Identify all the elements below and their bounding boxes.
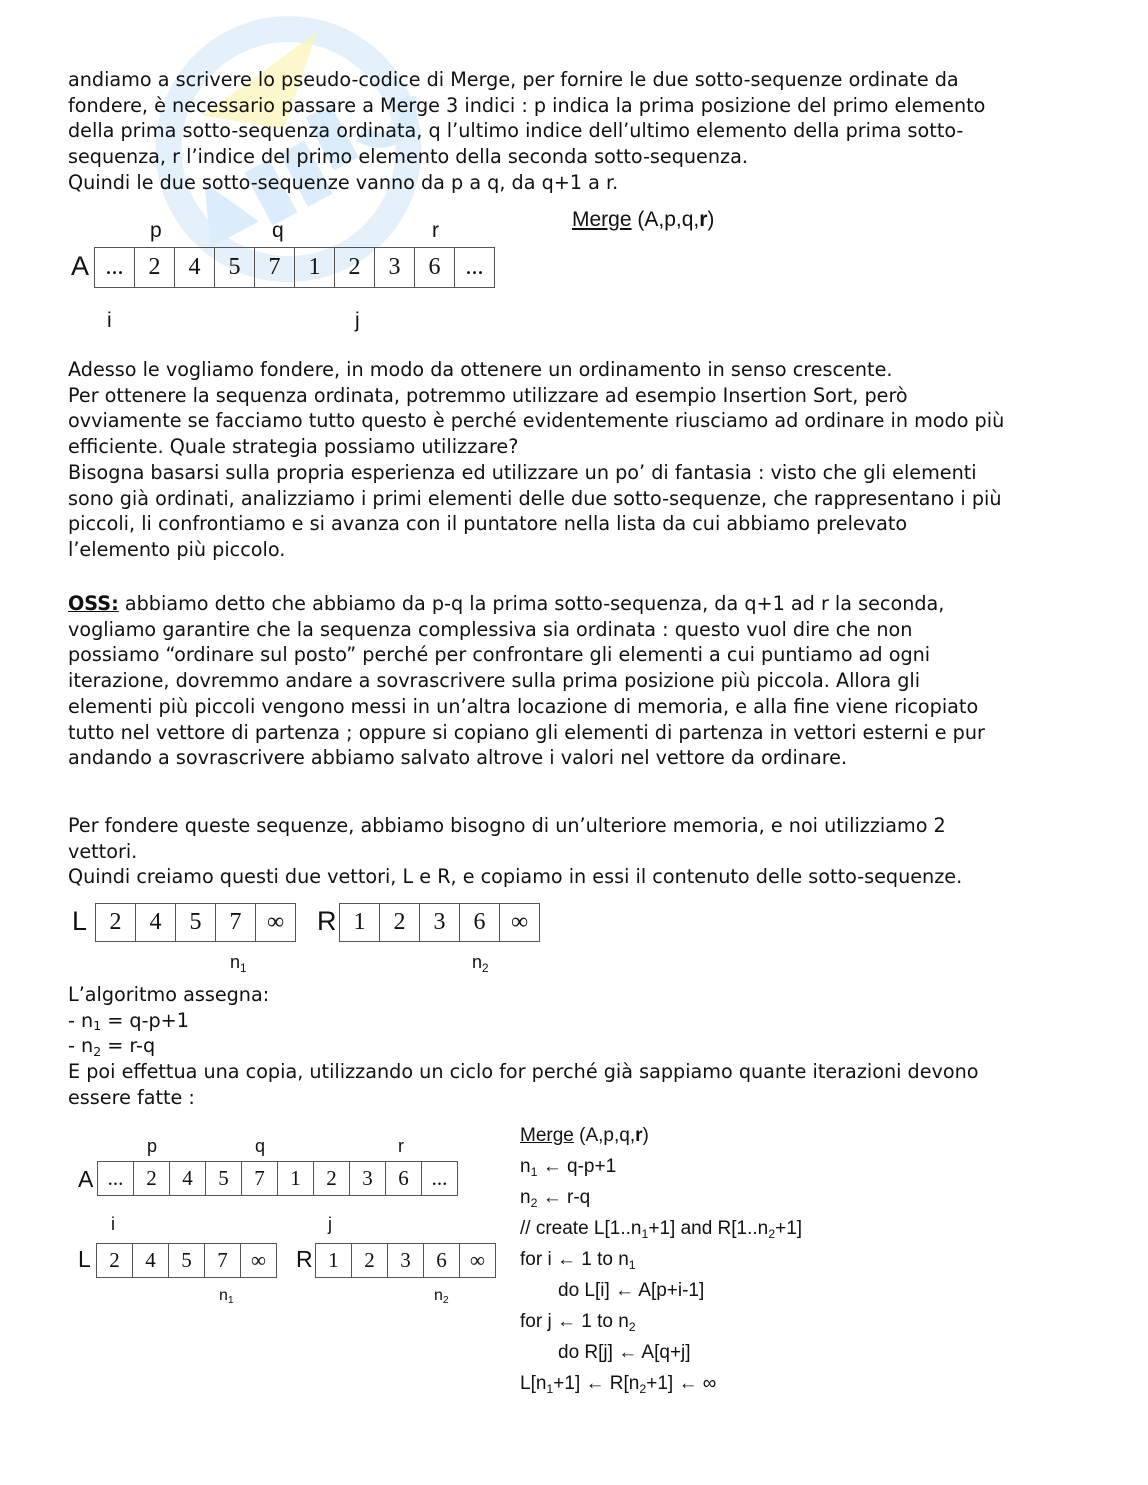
merge-args: (A,p,q, [631, 208, 700, 231]
text-line: piccoli, li confrontiamo e si avanza con il puntatore nella lista da cui abbiamo prelevato [68, 512, 908, 536]
text-line: elementi più piccoli vengono messi in un’altra locazione di memoria, e alla fine viene ricopiato [68, 694, 979, 718]
index-r-label: r [432, 219, 439, 242]
vector-cell: 6 [423, 1243, 460, 1278]
merge-signature [572, 208, 714, 232]
array-a-name: A [78, 1166, 94, 1192]
text-line: tutto nel vettore di partenza ; oppure si copiano gli elementi di partenza in vettori esterni e pur [68, 720, 985, 744]
merge-title: Merge [572, 208, 632, 231]
text-line: iterazione, dovremmo andare a sovrascrivere sulla prima posizione più piccola. Allora gli [68, 669, 921, 693]
n1-label: $n_1$ [230, 952, 247, 975]
array-cell: 7 [254, 247, 295, 288]
vector-cell: 2 [96, 1243, 133, 1278]
array-cell: ... [421, 1161, 458, 1196]
code-line-6: for j ← 1 to $n_2$ [520, 1311, 636, 1334]
n2-label: $n_2$ [434, 1287, 449, 1307]
text-line [68, 591, 1088, 617]
oss-paragraph [68, 591, 1088, 771]
array-cell: 2 [133, 1161, 170, 1196]
vector-cell: 1 [339, 903, 380, 942]
array-cell: ... [454, 247, 495, 288]
n2-label: $n_2$ [472, 952, 489, 975]
vector-cell: 6 [459, 903, 500, 942]
vector-cell: 7 [215, 903, 256, 942]
oss-first-text: abbiamo detto che abbiamo da p-q la prima sotto-sequenza, da q+1 ad r la seconda, [118, 592, 945, 615]
array-a-cells [95, 247, 495, 288]
text-line: possiamo “ordinare sul posto” perché per confrontare gli elementi a cui puntiamo ad ogni [68, 643, 931, 667]
array-cell: 3 [374, 247, 415, 288]
array-cell: 4 [169, 1161, 206, 1196]
vector-cell: 2 [95, 903, 136, 942]
assegna-paragraph [68, 982, 1088, 1111]
array-cell: 6 [414, 247, 455, 288]
merge-args-end: ) [707, 208, 715, 231]
merge-arg-r: r [699, 208, 708, 231]
pointer-i-label: i [111, 1214, 115, 1234]
vector-cell: 4 [132, 1243, 169, 1278]
oss-label: OSS: [68, 592, 119, 615]
index-p-label: p [150, 219, 162, 242]
vector-l-name: L [72, 906, 88, 936]
text-line: ovviamente se facciamo tutto questo è perché evidentemente riusciamo ad ordinare in modo più [68, 409, 1005, 433]
text-line: fondere, è necessario passare a Merge 3 indici : p indica la prima posizione del primo elemento [68, 93, 986, 117]
index-q-label: q [272, 219, 284, 242]
array-cell: 2 [313, 1161, 350, 1196]
text-line: andiamo a scrivere lo pseudo-codice di Merge, per fornire le due sotto-sequenze ordinate da [68, 68, 959, 91]
vector-r-cells [340, 903, 540, 942]
text-line: vettori. [68, 839, 138, 863]
array-cell: 6 [385, 1161, 422, 1196]
index-q-label: q [255, 1136, 266, 1156]
text-line: Per ottenere la sequenza ordinata, potremmo utilizzare ad esempio Insertion Sort, però [68, 383, 908, 407]
vettori-paragraph [68, 813, 1088, 890]
vector-l-name: L [78, 1246, 91, 1272]
vector-cell: 7 [204, 1243, 241, 1278]
vector-cell: 5 [168, 1243, 205, 1278]
array-cell: ... [97, 1161, 134, 1196]
pointer-j-label: j [355, 309, 360, 332]
array-cell: 3 [349, 1161, 386, 1196]
array-cell: 2 [334, 247, 375, 288]
text-line: Per fondere queste sequenze, abbiamo bisogno di un’ulteriore memoria, e noi utilizziamo 2 [68, 814, 946, 837]
array-cell: 1 [294, 247, 335, 288]
text-line: Bisogna basarsi sulla propria esperienza ed utilizzare un po’ di fantasia : visto che gli elementi [68, 460, 977, 484]
text-line: della prima sotto-sequenza ordinata, q l’ultimo indice dell’ultimo elemento della prima sotto- [68, 119, 964, 143]
code-line-7: do R[j] ← A[q+j] [558, 1342, 691, 1363]
text-line: - $n_1 = q-p+1$ [68, 1008, 189, 1034]
text-line: Quindi le due sotto-sequenze vanno da p a q, da q+1 a r. [68, 170, 619, 194]
text-line: vogliamo garantire che la sequenza complessiva sia ordinata : questo vuol dire che non [68, 617, 913, 641]
vector-cell: 1 [315, 1243, 352, 1278]
vector-r-cells [316, 1243, 496, 1278]
array-cell: 2 [134, 247, 175, 288]
pointer-i-label: i [107, 309, 112, 332]
text-line: E poi effettua una copia, utilizzando un ciclo for perché già sappiamo quante iterazioni devono [68, 1060, 979, 1084]
code-line-2: $n_2$ ← r-q [520, 1187, 591, 1210]
text-line: sequenza, r l’indice del primo elemento della seconda sotto-sequenza. [68, 145, 748, 169]
code-line-3: // create $L[1..n_1+1]$ and $R[1..n_2+1]$ [520, 1218, 803, 1241]
vector-cell: 3 [419, 903, 460, 942]
index-r-label: r [398, 1136, 404, 1156]
n1-label: $n_1$ [219, 1287, 234, 1307]
vector-cell: 5 [175, 903, 216, 942]
vector-l-cells [96, 903, 296, 942]
text-line: l’elemento più piccolo. [68, 537, 286, 561]
code-line-8: $L[n_1+1]$ ← $R[n_2+1]$ ← ∞ [520, 1373, 717, 1396]
array-cell: 5 [205, 1161, 242, 1196]
pointer-j-label: j [328, 1214, 332, 1234]
array-a-cells [98, 1161, 458, 1196]
fondere-paragraph [68, 357, 1088, 563]
vector-cell: 2 [351, 1243, 388, 1278]
vector-l-cells [97, 1243, 277, 1278]
vector-cell: 4 [135, 903, 176, 942]
vector-cell: ∞ [459, 1243, 496, 1278]
array-cell: 5 [214, 247, 255, 288]
vector-cell: 3 [387, 1243, 424, 1278]
text-line: - $n_2 = r-q$ [68, 1034, 156, 1060]
vector-cell: ∞ [255, 903, 296, 942]
code-title: Merge (A,p,q,r) [520, 1125, 649, 1146]
intro-paragraph [68, 67, 1088, 196]
vector-cell: ∞ [499, 903, 540, 942]
text-line: efficiente. Quale strategia possiamo utilizzare? [68, 435, 519, 459]
text-line: L’algoritmo assegna: [68, 983, 270, 1006]
text-line: sono già ordinati, analizziamo i primi elementi delle due sotto-sequenze, che rappresentano i più [68, 486, 1002, 510]
text-line: Quindi creiamo questi due vettori, L e R, e copiamo in essi il contenuto delle sotto-sequenze. [68, 865, 963, 889]
array-cell: 4 [174, 247, 215, 288]
text-line: andando a sovrascrivere abbiamo salvato altrove i valori nel vettore da ordinare. [68, 746, 848, 770]
array-cell: 1 [277, 1161, 314, 1196]
code-line-5: do L[i] ← A[p+i-1] [558, 1280, 705, 1301]
vector-cell: 2 [379, 903, 420, 942]
text-line: essere fatte : [68, 1085, 195, 1109]
array-cell: ... [94, 247, 135, 288]
array-a-name: A [71, 251, 90, 281]
text-line: Adesso le vogliamo fondere, in modo da ottenere un ordinamento in senso crescente. [68, 358, 893, 381]
index-p-label: p [147, 1136, 158, 1156]
vector-r-name: R [317, 906, 337, 936]
vector-r-name: R [296, 1246, 313, 1272]
vector-cell: ∞ [240, 1243, 277, 1278]
code-line-1: $n_1$ ← q-p+1 [520, 1156, 617, 1179]
array-cell: 7 [241, 1161, 278, 1196]
code-line-4: for i ← 1 to $n_1$ [520, 1249, 636, 1272]
